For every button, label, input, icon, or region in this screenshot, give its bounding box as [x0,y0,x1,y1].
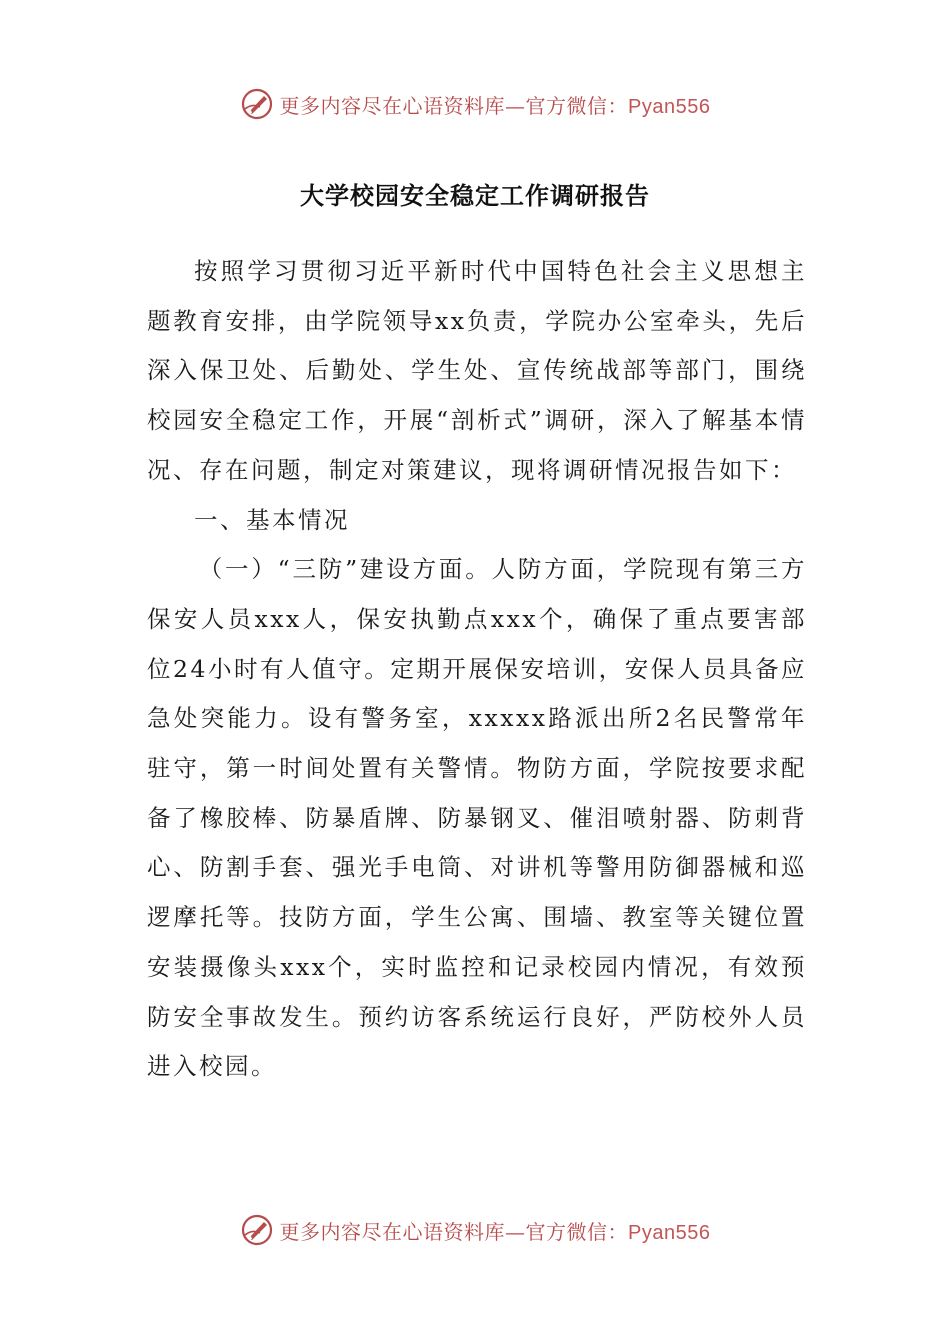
document-body [147,247,807,1092]
document-title: 大学校园安全稳定工作调研报告 [300,182,650,210]
watermark-left-text: 更多内容尽在心语资料库 [279,1219,506,1244]
watermark-wechat-id: Pyan556 [628,95,711,118]
watermark-separator: — [505,1219,526,1244]
watermark-left-text: 更多内容尽在心语资料库 [279,93,506,118]
watermark-right-label: 官方微信： [525,1219,629,1244]
intro-paragraph: 按照学习贯彻习近平新时代中国特色社会主义思想主题教育安排，由学院领导xx负责，学院办公室牵头，先后深入保卫处、后勤处、学生处、宣传统战部等部门，围绕校园安全稳定工作，开展“剖析式”调研，深入了解基本情况、存在问题，制定对策建议，现将调研情况报告如下： [147,257,807,484]
watermark-separator: — [505,93,526,118]
pen-logo-icon [240,1213,274,1247]
watermark-banner-top [0,84,950,124]
watermark-text [280,90,711,119]
watermark-wechat-id: Pyan556 [628,1221,711,1244]
pen-logo-icon [240,87,274,121]
watermark-right-label: 官方微信： [525,93,629,118]
subsection-paragraph: （一）“三防”建设方面。人防方面，学院现有第三方保安人员xxx人，保安执勤点xxx个，确保了重点要害部位24小时有人值守。定期开展保安培训，安保人员具备应急处突能力。设有警务室，xxxxx路派出所2名民警常年驻守，第一时间处置有关警情。物防方面，学院按要求配备了橡胶棒、防暴盾牌、防暴钢叉、催泪喷射器、防刺背心、防割手套、强光手电筒、对讲机等警用防御器械和巡逻摩托等。技防方面，学生公寓、围墙、教室等关键位置安装摄像头xxx个，实时监控和记录校园内情况，有效预防安全事故发生。预约访客系统运行良好，严防校外人员进入校园。 [147,555,807,1081]
watermark-banner-bottom [0,1210,950,1250]
watermark-text [280,1216,711,1245]
section-heading: 一、基本情况 [194,505,350,534]
